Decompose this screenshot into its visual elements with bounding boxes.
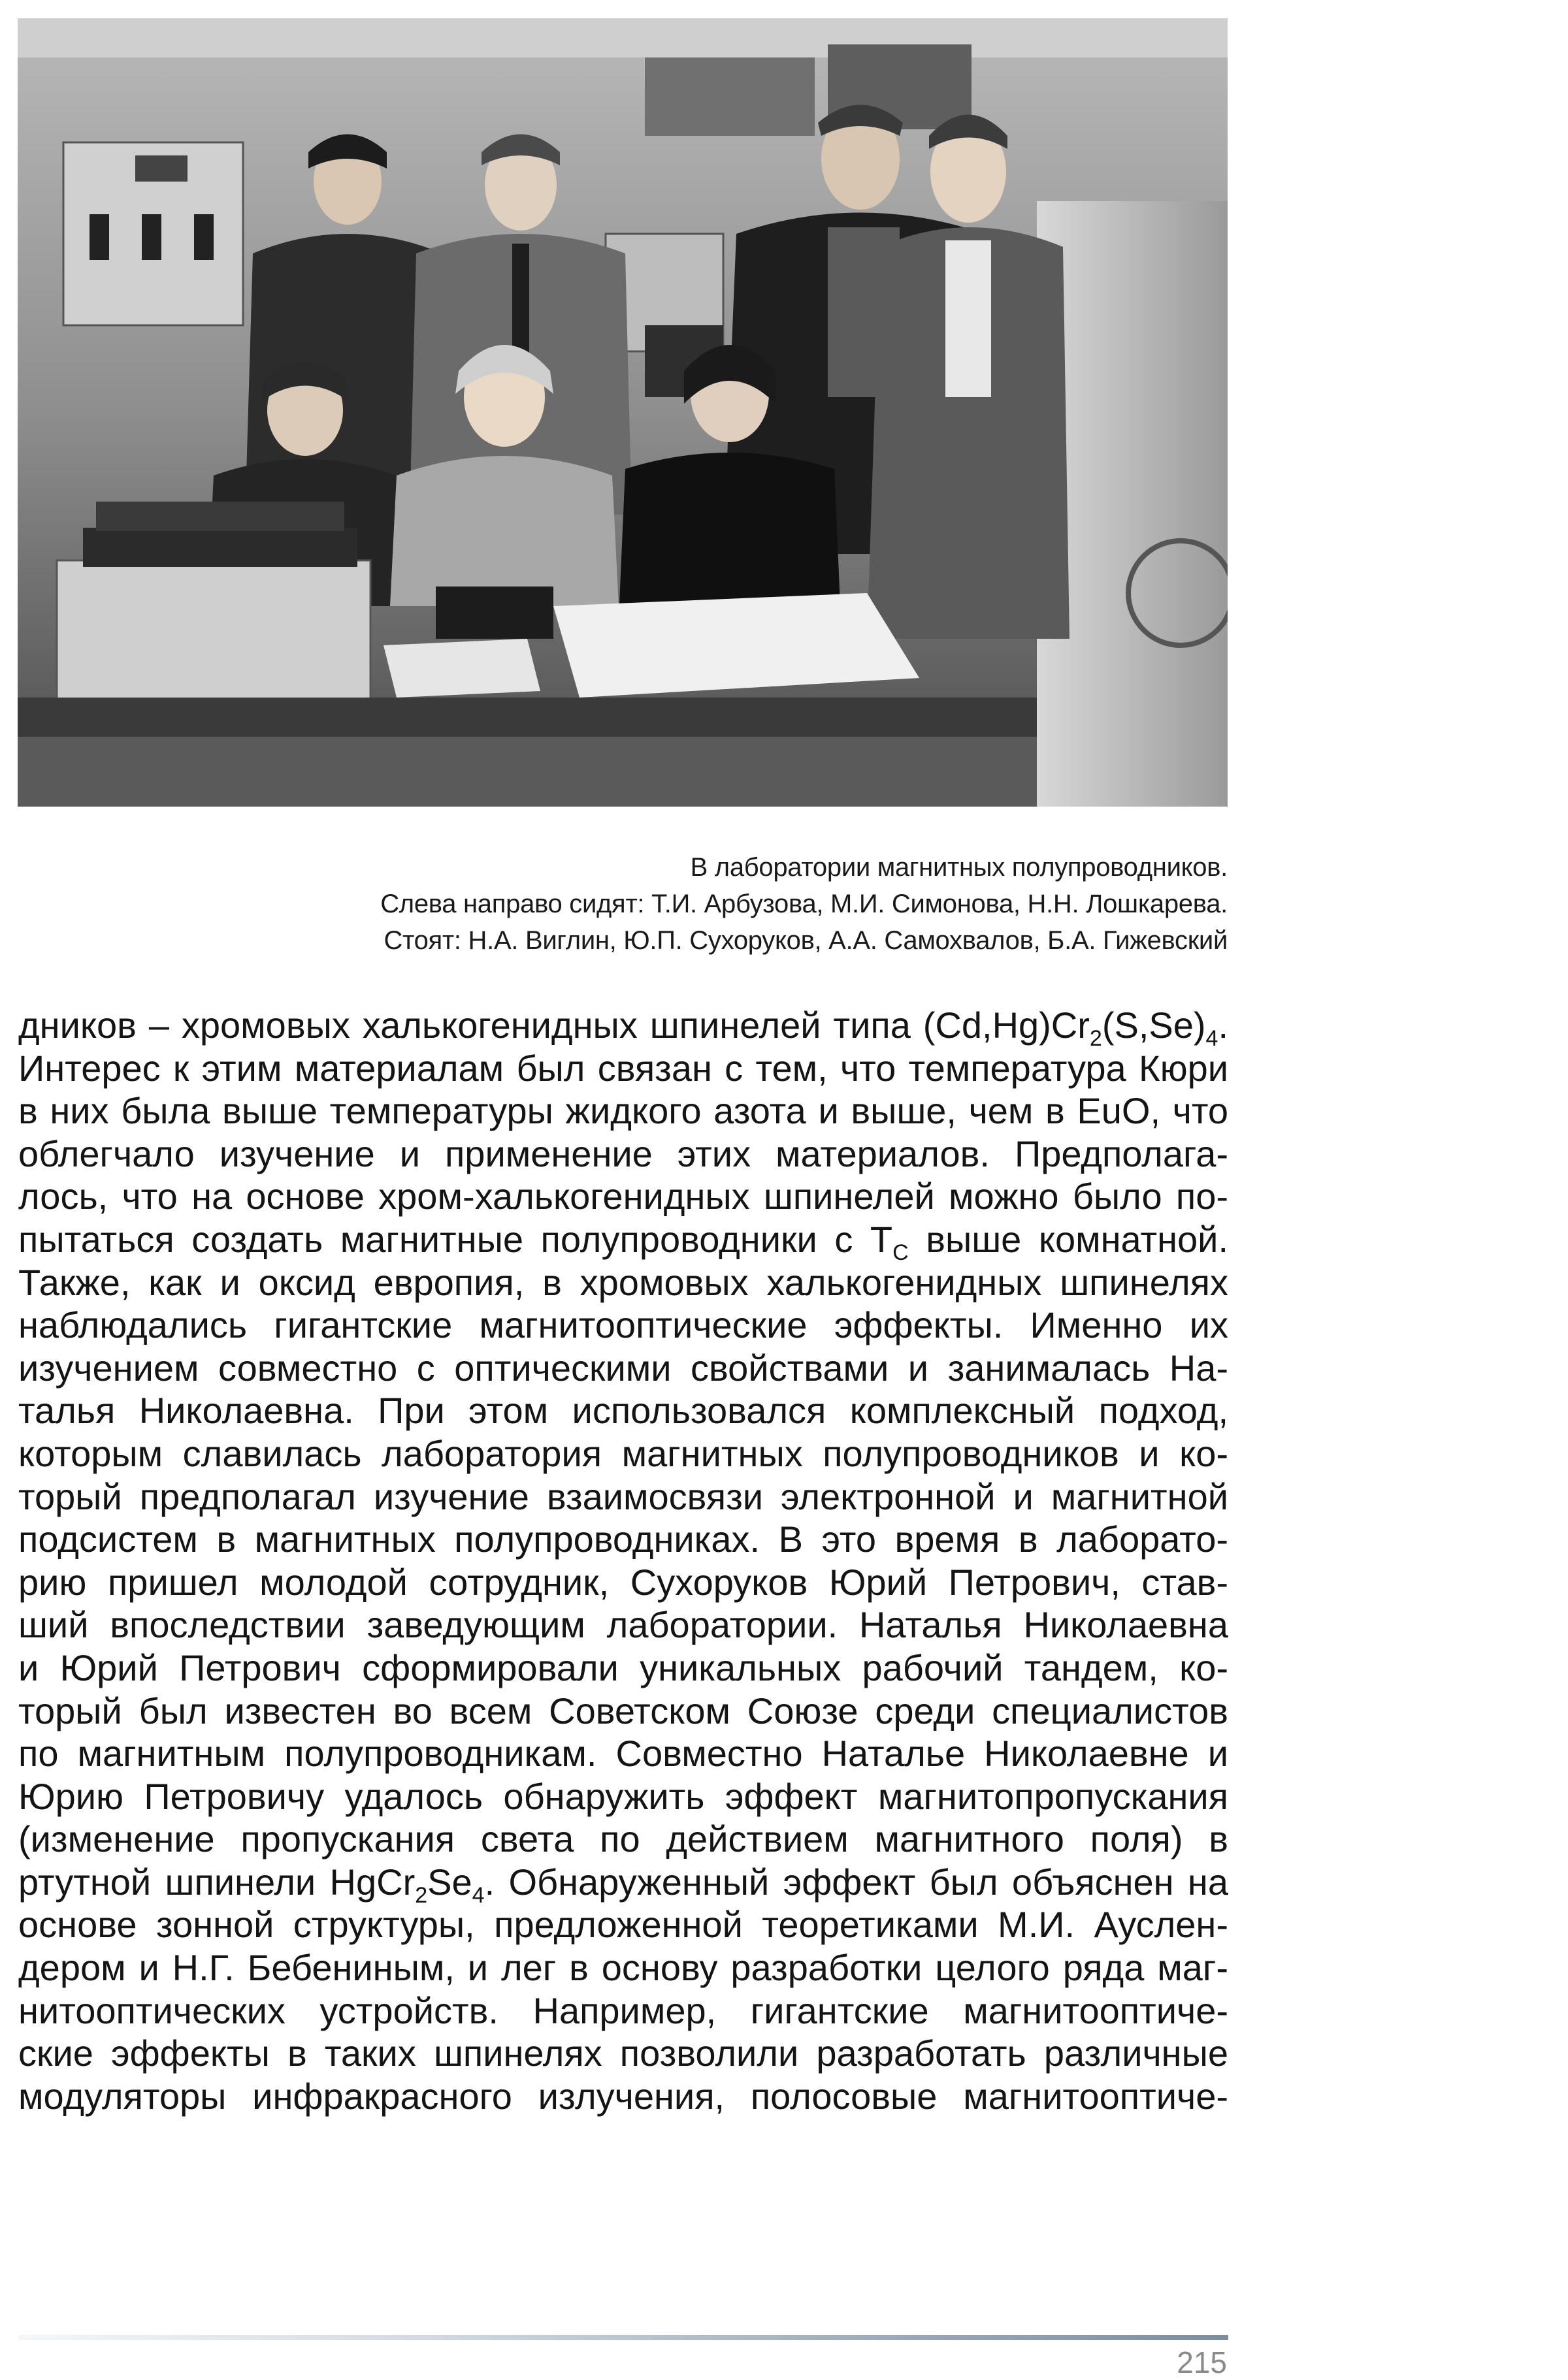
text-line: наблюдались гигантские магнитооптические эффекты. Именно их [18,1304,1228,1346]
photo-book [436,587,553,639]
text-line: подсистем в магнитных полупроводниках. В это время в лаборато- [18,1519,1228,1560]
text-line: ший впоследствии заведующим лаборатории. Наталья Николаевна [18,1604,1228,1646]
footer-divider [18,2335,1228,2340]
text-line: рию пришел молодой сотрудник, Сухоруков Юрий Петрович, став- [18,1561,1228,1603]
text-line: торый был известен во всем Советском Союзе среди специалистов [18,1690,1228,1731]
text-line: Также, как и оксид европия, в хромовых халькогенидных шпинелях [18,1261,1228,1303]
photo-panel-switch-2 [142,214,161,260]
photo-table-shadow [18,737,1037,807]
text-line: дером и Н.Г. Бебениным, и лег в основу разработки целого ряда маг- [18,1947,1228,1989]
text-line: по магнитным полупроводникам. Совместно Наталье Николаевне и [18,1733,1228,1775]
text-line: Интерес к этим материалам был связан с тем, что температура Кюри [18,1047,1228,1089]
laboratory-group-photo [18,18,1228,807]
text-line: и Юрий Петрович сформировали уникальных рабочий тандем, ко- [18,1647,1228,1688]
text-line: модуляторы инфракрасного излучения, полосовые магнитооптиче- [18,2075,1228,2117]
text-line: нитооптических устройств. Например, гигантские магнитооптиче- [18,1989,1228,2031]
photo-panel-display [135,155,188,182]
photo-shelf [18,18,1228,57]
caption-line: В лаборатории магнитных полупроводников. [690,853,1228,882]
article-body [18,1004,1228,2117]
photo-folders-2 [96,502,344,531]
text-line: (изменение пропускания света по действием магнитного поля) в [18,1818,1228,1860]
text-line: ские эффекты в таких шпинелях позволили разработать различные [18,2033,1228,2074]
group-photo-icon [18,18,1228,807]
caption-line: Слева направо сидят: Т.И. Арбузова, М.И. Симонова, Н.Н. Лошкарева. [380,890,1228,918]
text-line: пытаться создать магнитные полупроводники с $T_C$ выше комнатной. [18,1218,1228,1265]
text-line: изучением совместно с оптическими свойствами и занималась На- [18,1347,1228,1389]
text-line: торый предполагал изучение взаимосвязи электронной и магнитной [18,1475,1228,1517]
caption-line: Стоят: Н.А. Виглин, Ю.П. Сухоруков, А.А. Самохвалов, Б.А. Гижевский [384,926,1228,955]
photo-shelf-books [645,57,815,136]
text-line: лось, что на основе хром-халькогенидных шпинелей можно было по- [18,1176,1228,1217]
photo-panel-switch-3 [194,214,214,260]
text-line: дников – хромовых халькогенидных шпинелей типа $(Cd,Hg)Cr_2(S,Se)_4$. [18,1005,1228,1051]
text-line: облегчало изучение и применение этих материалов. Предполага- [18,1133,1228,1174]
photo-folders [83,528,357,567]
photo-desk-device [57,560,370,711]
text-line: основе зонной структуры, предложенной теоретиками М.И. Ауслен- [18,1904,1228,1946]
text-line: которым славилась лаборатория магнитных полупроводников и ко- [18,1432,1228,1474]
text-line: талья Николаевна. При этом использовался комплексный подход, [18,1390,1228,1432]
photo-caption [380,849,1228,959]
photo-papers-2 [384,639,540,698]
photo-panel-switch-1 [90,214,109,260]
page-number: 215 [1177,2345,1227,2379]
text-line: Юрию Петровичу удалось обнаружить эффект магнитопропускания [18,1775,1228,1817]
text-line: в них была выше температуры жидкого азота и выше, чем в EuO, что [18,1090,1228,1132]
photo-table [18,698,1037,737]
text-line: ртутной шпинели $HgCr_2Se_4$. Обнаруженный эффект был объяснен на [18,1861,1228,1908]
